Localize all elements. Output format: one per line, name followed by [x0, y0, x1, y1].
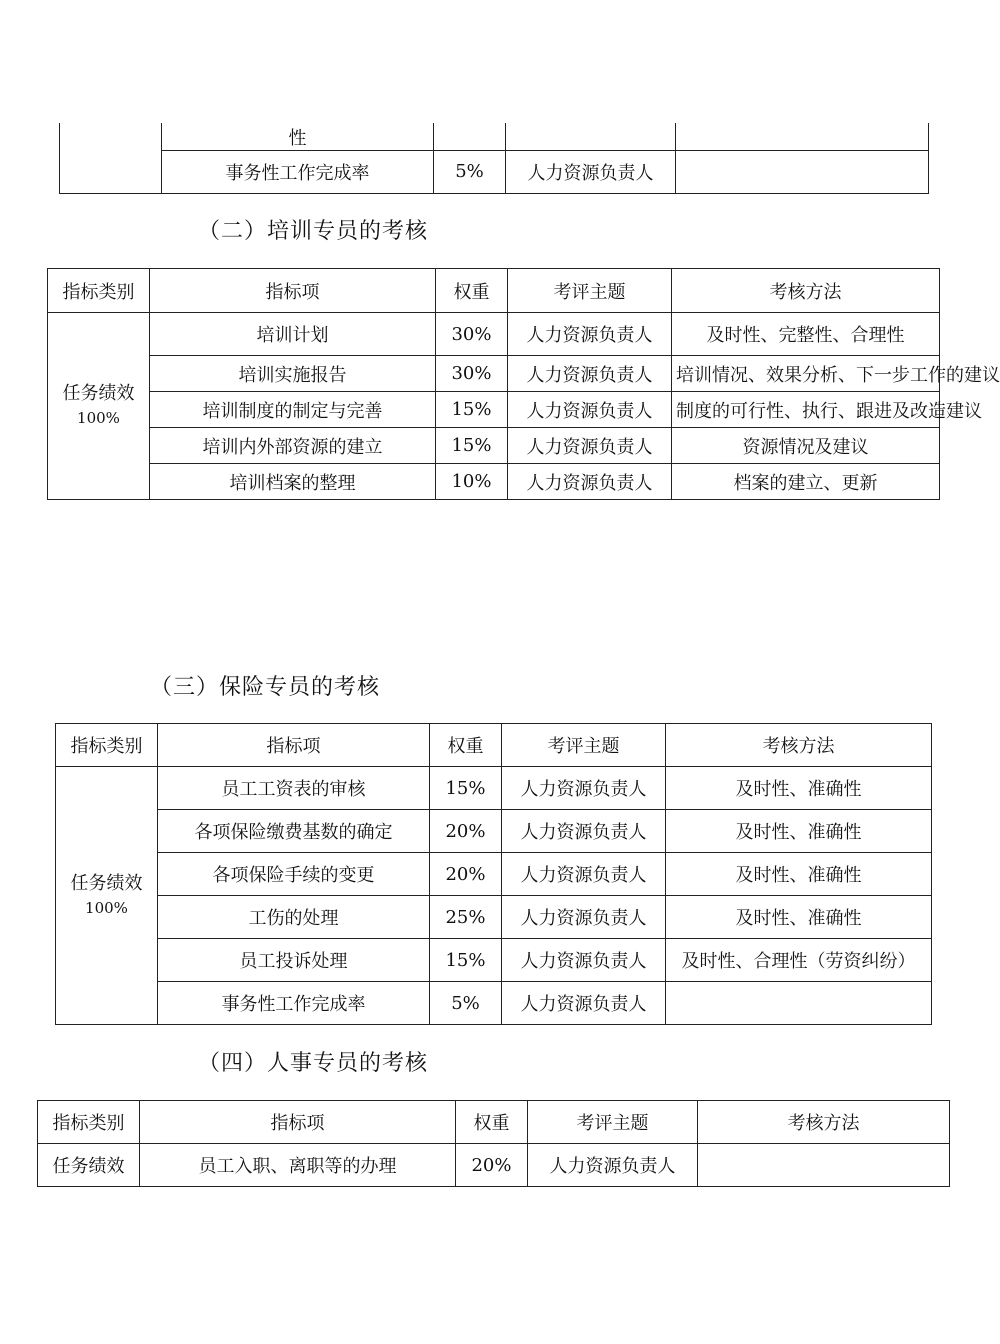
weight-cell: 15% [430, 767, 502, 810]
weight-cell: 15% [436, 428, 508, 464]
method-cell [676, 123, 929, 150]
assessor-cell: 人力资源负责人 [502, 810, 666, 853]
section-heading-training: （二）培训专员的考核 [198, 219, 429, 244]
item-cell: 事务性工作完成率 [162, 150, 434, 193]
assessor-cell [506, 123, 676, 150]
section-heading-personnel: （四）人事专员的考核 [198, 1051, 429, 1076]
assessor-cell: 人力资源负责人 [502, 939, 666, 982]
table-row [56, 853, 932, 896]
assessor-cell: 人力资源负责人 [528, 1144, 698, 1187]
assessor-cell: 人力资源负责人 [502, 982, 666, 1025]
table-row [48, 313, 940, 356]
assessor-cell: 人力资源负责人 [502, 896, 666, 939]
weight-cell: 25% [430, 896, 502, 939]
table-row [56, 896, 932, 939]
table-row [56, 810, 932, 853]
item-cell: 工伤的处理 [158, 896, 430, 939]
table-row [48, 356, 940, 392]
table-row [60, 150, 929, 193]
item-cell: 各项保险手续的变更 [158, 853, 430, 896]
header-assessor: 考评主题 [502, 724, 666, 767]
category-name: 任务绩效 [62, 383, 135, 404]
header-category: 指标类别 [48, 269, 150, 313]
table-row [56, 767, 932, 810]
category-cell: 任务绩效 [38, 1144, 140, 1187]
table-header-row [38, 1101, 950, 1144]
table-row [60, 123, 929, 150]
weight-cell: 20% [456, 1144, 528, 1187]
header-method: 考核方法 [666, 724, 932, 767]
category-cell [60, 123, 162, 193]
item-cell: 培训制度的制定与完善 [150, 392, 436, 428]
item-cell: 员工工资表的审核 [158, 767, 430, 810]
assessor-cell: 人力资源负责人 [508, 313, 672, 356]
header-method: 考核方法 [672, 269, 940, 313]
assessor-cell: 人力资源负责人 [502, 767, 666, 810]
table-row [38, 1144, 950, 1187]
weight-cell: 30% [436, 356, 508, 392]
method-cell: 及时性、准确性 [666, 896, 932, 939]
weight-cell: 5% [434, 150, 506, 193]
item-cell: 培训内外部资源的建立 [150, 428, 436, 464]
assessor-cell: 人力资源负责人 [508, 356, 672, 392]
table-row [56, 982, 932, 1025]
header-weight: 权重 [430, 724, 502, 767]
personnel-specialist-table [37, 1100, 950, 1187]
header-item: 指标项 [150, 269, 436, 313]
table-row [56, 939, 932, 982]
method-cell: 及时性、准确性 [666, 767, 932, 810]
assessor-cell: 人力资源负责人 [508, 464, 672, 500]
header-item: 指标项 [140, 1101, 456, 1144]
continuation-table [59, 123, 929, 194]
weight-cell: 10% [436, 464, 508, 500]
item-cell: 各项保险缴费基数的确定 [158, 810, 430, 853]
method-cell: 制度的可行性、执行、跟进及改造建议 [672, 392, 940, 428]
item-cell: 培训档案的整理 [150, 464, 436, 500]
assessor-cell: 人力资源负责人 [506, 150, 676, 193]
category-cell [56, 767, 158, 1025]
table-row [48, 392, 940, 428]
method-cell: 档案的建立、更新 [672, 464, 940, 500]
header-item: 指标项 [158, 724, 430, 767]
method-cell [666, 982, 932, 1025]
header-weight: 权重 [436, 269, 508, 313]
category-percent: 100% [77, 409, 120, 427]
method-cell: 及时性、合理性（劳资纠纷） [666, 939, 932, 982]
header-category: 指标类别 [38, 1101, 140, 1144]
item-cell: 员工入职、离职等的办理 [140, 1144, 456, 1187]
method-cell [676, 150, 929, 193]
weight-cell [434, 123, 506, 150]
item-cell: 性 [162, 123, 434, 150]
category-name: 任务绩效 [70, 872, 143, 894]
category-cell [48, 313, 150, 500]
item-cell: 培训实施报告 [150, 356, 436, 392]
item-cell: 事务性工作完成率 [158, 982, 430, 1025]
header-category: 指标类别 [56, 724, 158, 767]
method-cell: 资源情况及建议 [672, 428, 940, 464]
item-cell: 员工投诉处理 [158, 939, 430, 982]
method-cell: 及时性、完整性、合理性 [672, 313, 940, 356]
assessor-cell: 人力资源负责人 [508, 428, 672, 464]
header-weight: 权重 [456, 1101, 528, 1144]
weight-cell: 15% [430, 939, 502, 982]
method-cell [698, 1144, 950, 1187]
category-percent: 100% [85, 898, 128, 917]
section-heading-insurance: （三）保险专员的考核 [150, 675, 381, 700]
table-header-row [56, 724, 932, 767]
weight-cell: 5% [430, 982, 502, 1025]
assessor-cell: 人力资源负责人 [508, 392, 672, 428]
training-specialist-table [47, 268, 1000, 500]
header-method: 考核方法 [698, 1101, 950, 1144]
header-assessor: 考评主题 [528, 1101, 698, 1144]
method-cell: 及时性、准确性 [666, 810, 932, 853]
weight-cell: 15% [436, 392, 508, 428]
weight-cell: 20% [430, 810, 502, 853]
method-cell: 及时性、准确性 [666, 853, 932, 896]
table-row [48, 464, 940, 500]
table-row [48, 428, 940, 464]
assessor-cell: 人力资源负责人 [502, 853, 666, 896]
weight-cell: 30% [436, 313, 508, 356]
weight-cell: 20% [430, 853, 502, 896]
method-cell: 培训情况、效果分析、下一步工作的建议 [672, 356, 940, 392]
table-header-row [48, 269, 940, 313]
header-assessor: 考评主题 [508, 269, 672, 313]
insurance-specialist-table [55, 723, 932, 1025]
item-cell: 培训计划 [150, 313, 436, 356]
